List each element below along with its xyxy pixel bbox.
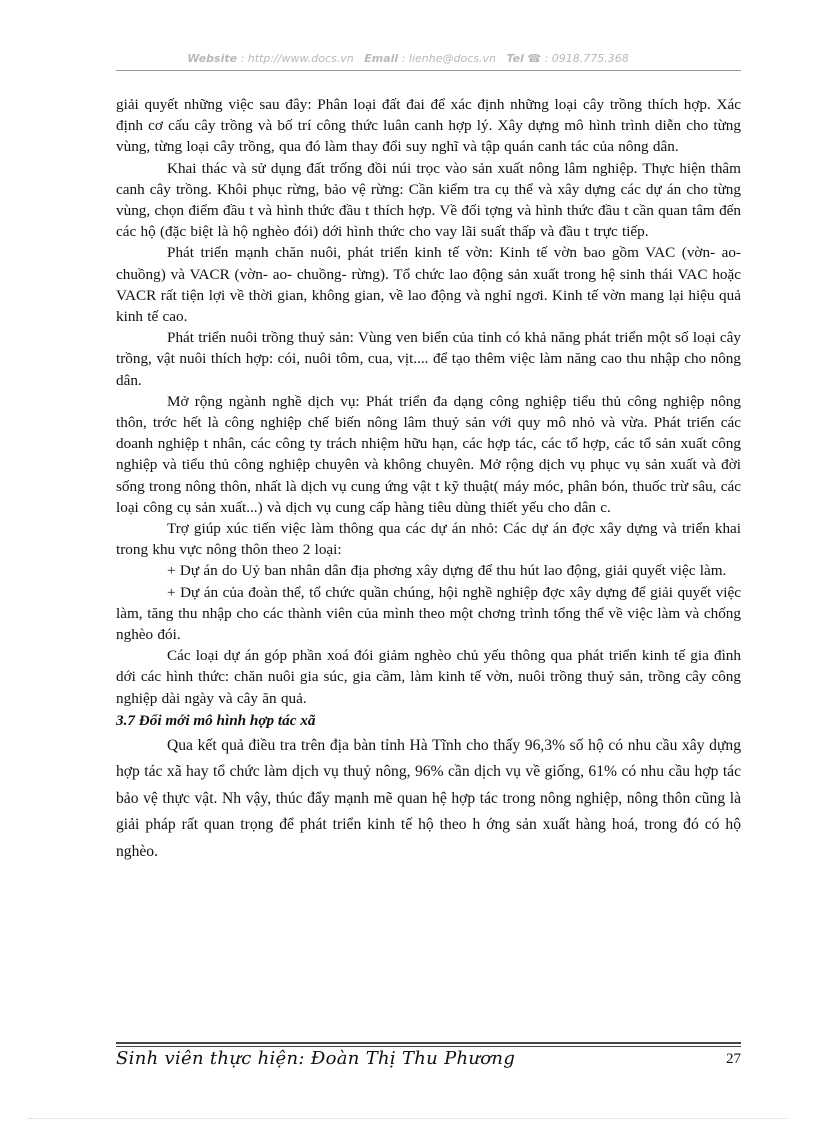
paragraph-7: + Dự án do Uỷ ban nhân dân địa phơng xây dựng để thu hút lao động, giải quyết việc làm. <box>167 562 727 580</box>
page-number: 27 <box>726 1051 741 1067</box>
body-text <box>116 94 741 865</box>
email-label: Email <box>364 52 399 65</box>
paragraph-5: Mở rộng ngành nghề dịch vụ: Phát triển đa dạng công nghiệp tiểu thủ công nghiệp nông thôn, trớc hết là công nghiệp chế biến nông lâm thuỷ sản với quy mô nhỏ và vừa. Phát triển các doanh nghiệp t nhân, các công ty trách nhiệm hữu hạn, các hợp tác, các tổ hợp, các tổ sản xuất công nghiệp và tiểu thủ công nghiệp chuyên và không chuyên. Mở rộng dịch vụ phục vụ sản xuất và đời sống trong nông thôn, nhất là dịch vụ cung ứng vật t kỹ thuật( máy móc, phân bón, thuốc trừ sâu, các loại công cụ sản xuất...) và dịch vụ cung cấp hàng tiêu dùng thiết yếu cho dân c. <box>116 392 741 516</box>
paragraph-4: Phát triển nuôi trồng thuỷ sản: Vùng ven biển của tỉnh có khả năng phát triển một số loại cây trồng, vật nuôi thích hợp: cói, nuôi tôm, cua, vịt.... để tạo thêm việc làm năng cao thu nhập cho nông dân. <box>116 329 741 389</box>
paragraph-1: giải quyết những việc sau đây: Phân loại đất đai để xác định những loại cây trồng thích hợp. Xác định cơ cấu cây trồng và bố trí công thức luân canh hợp lý. Xây dựng mô hình trình diễn cho từng vùng, từng loại cây trồng, qua đó làm thay đổi suy nghĩ và tập quán canh tác của nông dân. <box>116 96 741 156</box>
page-header <box>0 52 816 65</box>
header-divider <box>116 70 741 71</box>
paragraph-9: Các loại dự án góp phần xoá đói giảm nghèo chủ yếu thông qua phát triển kinh tế gia đình dới các hình thức: chăn nuôi gia súc, gia cầm, làm kinh tế vờn, nuôi trồng thuỷ sản, trồng cây công nghiệp dài ngày và cây ăn quả. <box>116 647 741 707</box>
page-bottom-border <box>28 1118 788 1119</box>
website-label: Website <box>187 52 238 65</box>
email-value: : lienhe@docs.vn <box>401 52 496 65</box>
paragraph-6: Trợ giúp xúc tiến việc làm thông qua các dự án nhỏ: Các dự án đợc xây dựng và triển khai trong khu vực nông thôn theo 2 loại: <box>116 520 741 559</box>
footer-divider-thin <box>116 1046 741 1047</box>
section-heading: 3.7 Đổi mới mô hình hợp tác xã <box>116 711 316 729</box>
footer-divider-thick <box>116 1042 741 1044</box>
phone-icon: ☎ <box>527 52 542 65</box>
tel-value: : 0918.775.368 <box>544 52 629 65</box>
student-name: Sinh viên thực hiện: Đoàn Thị Thu Phương <box>116 1048 516 1069</box>
tel-label: Tel <box>506 52 524 65</box>
paragraph-8: + Dự án của đoàn thể, tổ chức quần chúng, hội nghề nghiệp đợc xây dựng để giải quyết việc làm, tăng thu nhập cho các thành viên của mình theo một chơng trình tổng thể về việc làm và chống nghèo đói. <box>116 583 741 644</box>
paragraph-10: Qua kết quả điều tra trên địa bàn tỉnh Hà Tĩnh cho thấy 96,3% số hộ có nhu cầu xây dựng hợp tác xã hay tổ chức làm dịch vụ thuỷ nông, 96% cần dịch vụ về giống, 61% có nhu cầu hợp tác bảo vệ thực vật. Nh vậy, thúc đẩy mạnh mẽ quan hệ hợp tác trong nông nghiệp, nông thôn cũng là giải pháp rất quan trọng để phát triển kinh tế hộ theo h ớng sản xuất hàng hoá, trong đó có hộ nghèo. <box>116 736 741 860</box>
website-value: : http://www.docs.vn <box>240 52 354 65</box>
paragraph-3: Phát triển mạnh chăn nuôi, phát triển kinh tế vờn: Kinh tế vờn bao gồm VAC (vờn- ao- chuồng) và VACR (vờn- ao- chuồng- rừng). Tổ chức lao động sản xuất trong hệ sinh thái VAC hoặc VACR rất tiện lợi về thời gian, không gian, về lao động và nghỉ ngơi. Kinh tế vờn mang lại hiệu quả kinh tế cao. <box>116 244 741 326</box>
paragraph-2: Khai thác và sử dụng đất trống đồi núi trọc vào sản xuất nông lâm nghiệp. Thực hiện thâm canh cây trồng. Khôi phục rừng, bảo vệ rừng: Cần kiểm tra cụ thể và xây dựng các dự án cho từng vùng, chọn điểm đầu t và hình thức đầu t thích hợp. Về đối tợng và hình thức đầu t cần quan tâm đến các hộ (đặc biệt là hộ nghèo đói) dới hình thức cho vay lãi suất thấp và đầu t trực tiếp. <box>116 159 741 241</box>
